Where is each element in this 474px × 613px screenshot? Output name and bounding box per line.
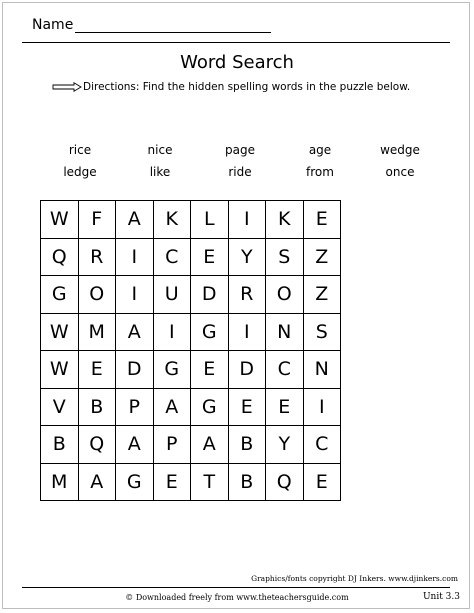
grid-cell[interactable]: I <box>116 276 154 314</box>
grid-cell[interactable]: E <box>191 239 229 277</box>
word-item: page <box>225 143 255 157</box>
grid-cell[interactable]: K <box>266 201 304 239</box>
grid-cell[interactable]: I <box>154 314 192 352</box>
footer-divider <box>22 587 450 588</box>
grid-cell[interactable]: O <box>266 276 304 314</box>
arrow-right-icon <box>52 82 82 92</box>
grid-cell[interactable]: B <box>229 426 267 464</box>
unit-label: Unit 3.3 <box>422 592 460 602</box>
grid-cell[interactable]: W <box>41 201 79 239</box>
word-list <box>40 139 440 183</box>
grid-cell[interactable]: A <box>79 464 117 502</box>
grid-cell[interactable]: Y <box>266 426 304 464</box>
grid-cell[interactable]: Z <box>304 239 342 277</box>
word-item: age <box>308 143 332 157</box>
grid-cell[interactable]: L <box>191 201 229 239</box>
grid-cell[interactable]: B <box>79 389 117 427</box>
grid-cell[interactable]: C <box>154 239 192 277</box>
grid-cell[interactable]: C <box>304 426 342 464</box>
grid-cell[interactable]: K <box>154 201 192 239</box>
download-notice: © Downloaded freely from www.theteachersguide.com <box>125 593 349 602</box>
grid-cell[interactable]: A <box>116 426 154 464</box>
grid-cell[interactable]: E <box>154 464 192 502</box>
header-divider <box>22 42 450 43</box>
grid-cell[interactable]: D <box>229 351 267 389</box>
grid-cell[interactable]: E <box>304 201 342 239</box>
word-item: ledge <box>63 165 97 179</box>
grid-cell[interactable]: T <box>191 464 229 502</box>
grid-cell[interactable]: E <box>79 351 117 389</box>
grid-cell[interactable]: G <box>191 314 229 352</box>
grid-cell[interactable]: B <box>41 426 79 464</box>
grid-cell[interactable]: C <box>266 351 304 389</box>
grid-cell[interactable]: S <box>266 239 304 277</box>
grid-cell[interactable]: Y <box>229 239 267 277</box>
grid-cell[interactable]: E <box>191 351 229 389</box>
grid-cell[interactable]: I <box>229 314 267 352</box>
name-field <box>32 17 271 33</box>
grid-cell[interactable]: A <box>116 201 154 239</box>
grid-cell[interactable]: P <box>116 389 154 427</box>
directions <box>52 80 410 94</box>
grid-cell[interactable]: D <box>191 276 229 314</box>
grid-cell[interactable]: I <box>304 389 342 427</box>
grid-cell[interactable]: R <box>79 239 117 277</box>
grid-cell[interactable]: P <box>154 426 192 464</box>
grid-cell[interactable]: Q <box>266 464 304 502</box>
credits-text: Graphics/fonts copyright DJ Inkers. www.djinkers.com <box>251 574 458 583</box>
grid-cell[interactable]: N <box>266 314 304 352</box>
grid-cell[interactable]: I <box>229 201 267 239</box>
grid-cell[interactable]: G <box>41 276 79 314</box>
word-item: once <box>385 165 415 179</box>
grid-cell[interactable]: G <box>116 464 154 502</box>
grid-cell[interactable]: E <box>304 464 342 502</box>
grid-cell[interactable]: U <box>154 276 192 314</box>
grid-cell[interactable]: I <box>116 239 154 277</box>
word-item: nice <box>147 143 173 157</box>
word-item: from <box>306 165 334 179</box>
grid-cell[interactable]: O <box>79 276 117 314</box>
word-item: like <box>149 165 171 179</box>
grid-cell[interactable]: G <box>191 389 229 427</box>
grid-cell[interactable]: N <box>304 351 342 389</box>
grid-cell[interactable]: D <box>116 351 154 389</box>
word-item: ride <box>228 165 252 179</box>
name-label: Name <box>32 17 74 33</box>
word-item: rice <box>68 143 92 157</box>
grid-cell[interactable]: Q <box>41 239 79 277</box>
grid-cell[interactable]: E <box>266 389 304 427</box>
directions-text: Find the hidden spelling words in the puzzle below. <box>142 81 411 93</box>
grid-cell[interactable]: E <box>229 389 267 427</box>
grid-cell[interactable]: G <box>154 351 192 389</box>
grid-cell[interactable]: Q <box>79 426 117 464</box>
grid-cell[interactable]: R <box>229 276 267 314</box>
word-search-grid <box>40 200 341 501</box>
name-write-line[interactable] <box>75 18 271 33</box>
word-list-row-1 <box>40 139 440 161</box>
word-list-row-2 <box>40 161 440 183</box>
grid-cell[interactable]: A <box>191 426 229 464</box>
grid-cell[interactable]: M <box>79 314 117 352</box>
grid-cell[interactable]: F <box>79 201 117 239</box>
grid-cell[interactable]: V <box>41 389 79 427</box>
grid-cell[interactable]: Z <box>304 276 342 314</box>
grid-cell[interactable]: S <box>304 314 342 352</box>
grid-cell[interactable]: A <box>116 314 154 352</box>
word-item: wedge <box>380 143 420 157</box>
grid-cell[interactable]: W <box>41 314 79 352</box>
grid-cell[interactable]: W <box>41 351 79 389</box>
grid-cell[interactable]: B <box>229 464 267 502</box>
directions-label: Directions: <box>83 81 140 93</box>
grid-cell[interactable]: A <box>154 389 192 427</box>
grid-cell[interactable]: M <box>41 464 79 502</box>
page-title: Word Search <box>180 52 294 73</box>
